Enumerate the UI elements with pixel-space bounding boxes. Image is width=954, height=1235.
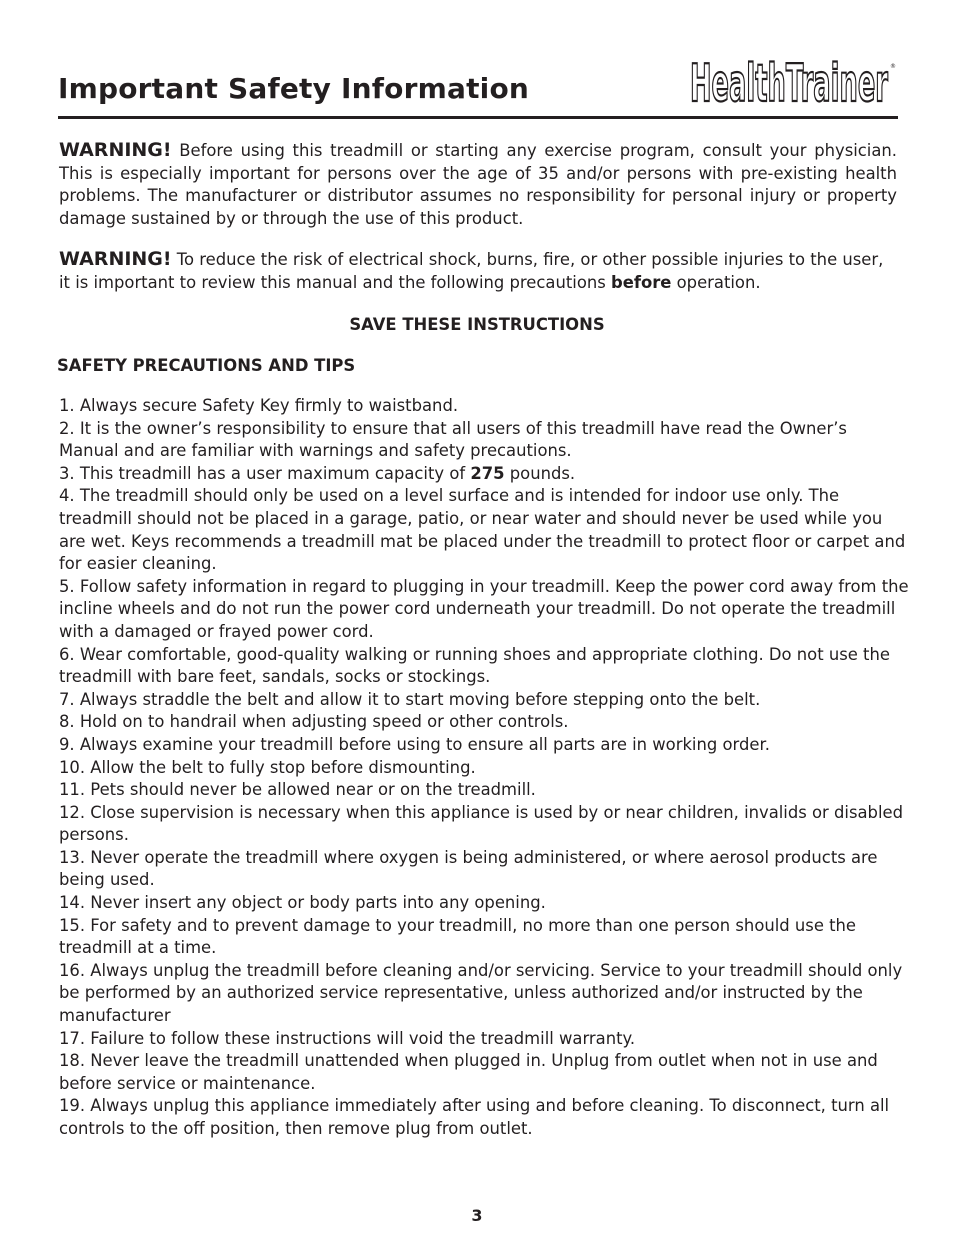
list-item: 2. It is the owner’s responsibility to ensure that all users of this treadmill have read the Owner’s Manual and are familiar with warnings and safety precautions. bbox=[59, 418, 847, 461]
safety-tips-list bbox=[59, 395, 909, 1141]
svg-text:®: ® bbox=[890, 63, 896, 70]
list-item: 14. Never insert any object or body parts into any opening. bbox=[59, 893, 546, 913]
item-text-end: pounds. bbox=[504, 463, 576, 483]
warning-text: To reduce the risk of electrical shock, burns, fire, or other possible injuries to the user, it is important to review this manual and the following precautions bbox=[59, 250, 884, 292]
capacity-value: 275 bbox=[470, 463, 505, 483]
list-item: 19. Always unplug this appliance immediately after using and before cleaning. To disconnect, turn all controls to the off position, then remove plug from outlet. bbox=[59, 1096, 890, 1138]
list-item: 11. Pets should never be allowed near or on the treadmill. bbox=[59, 780, 536, 800]
list-item: 6. Wear comfortable, good-quality walking or running shoes and appropriate clothing. Do not use the treadmill with bare feet, sandals, socks or stockings. bbox=[59, 644, 890, 687]
list-item: 17. Failure to follow these instructions will void the treadmill warranty. bbox=[59, 1028, 636, 1048]
warning-label: WARNING! bbox=[59, 139, 172, 161]
page-number: 3 bbox=[471, 1206, 483, 1225]
list-item: 8. Hold on to handrail when adjusting speed or other controls. bbox=[59, 712, 569, 732]
list-item: 7. Always straddle the belt and allow it to start moving before stepping onto the belt. bbox=[59, 689, 761, 709]
warning-electrical bbox=[59, 248, 897, 294]
warning-text: Before using this treadmill or starting any exercise program, consult your physician. This is especially important for persons over the age of 35 and/or persons with pre-existing health problems. The manufacturer or distributor assumes no responsibility for personal injury or property damage sustained by or through the use of this product. bbox=[59, 141, 897, 228]
warning-label: WARNING! bbox=[59, 248, 172, 270]
list-item: 15. For safety and to prevent damage to your treadmill, no more than one person should use the treadmill at a time. bbox=[59, 915, 857, 958]
save-instructions-heading: SAVE THESE INSTRUCTIONS bbox=[349, 315, 605, 334]
safety-tips-heading: SAFETY PRECAUTIONS AND TIPS bbox=[57, 356, 356, 375]
page-title: Important Safety Information bbox=[58, 72, 530, 105]
warning-physician bbox=[59, 139, 897, 230]
list-item: 13. Never operate the treadmill where oxygen is being administered, or where aerosol products are being used. bbox=[59, 847, 878, 890]
list-item: 10. Allow the belt to fully stop before dismounting. bbox=[59, 757, 476, 777]
list-item: 18. Never leave the treadmill unattended when plugged in. Unplug from outlet when not in use and before service or maintenance. bbox=[59, 1051, 878, 1093]
list-item: 9. Always examine your treadmill before using to ensure all parts are in working order. bbox=[59, 734, 770, 754]
list-item: 12. Close supervision is necessary when this appliance is used by or near children, invalids or disabled persons. bbox=[59, 802, 903, 845]
list-item: 16. Always unplug the treadmill before cleaning and/or servicing. Service to your treadmill should only be performed by an authorized service representative, unless authorized and/or instructed by the manufacturer bbox=[59, 960, 903, 1026]
page-header bbox=[58, 54, 898, 119]
svg-text:HealthTrainer: HealthTrainer bbox=[690, 54, 889, 106]
list-item: 1. Always secure Safety Key firmly to waistband. bbox=[59, 396, 459, 415]
list-item: 4. The treadmill should only be used on a level surface and is intended for indoor use only. The treadmill should not be placed in a garage, patio, or near water and should never be used while you are wet. Keys recommends a treadmill mat be placed under the treadmill to protect floor or carpet and for easier cleaning. bbox=[59, 486, 906, 574]
warning-text-end: operation. bbox=[671, 272, 761, 292]
warning-emphasis: before bbox=[610, 272, 672, 292]
list-item: 5. Follow safety information in regard to plugging in your treadmill. Keep the power cord away from the incline wheels and do not run the power cord underneath your treadmill. Do not operate the treadmill with a damaged or frayed power cord. bbox=[59, 576, 909, 641]
list-item bbox=[59, 463, 909, 486]
item-text: 3. This treadmill has a user maximum capacity of bbox=[59, 463, 471, 483]
healthtrainer-logo bbox=[688, 54, 896, 106]
